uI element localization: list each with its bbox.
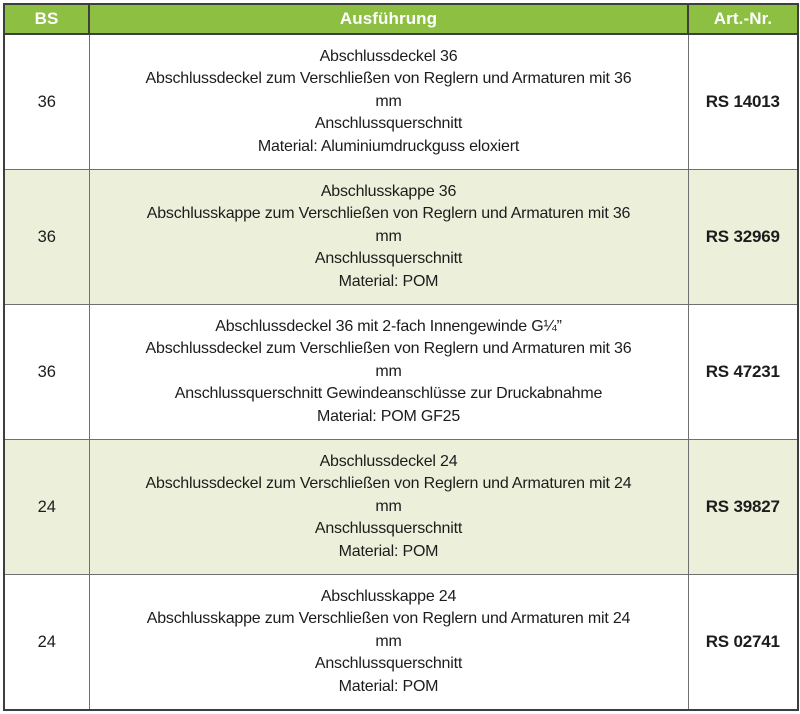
artnr-value: RS 47231	[688, 305, 798, 440]
product-material: Material: POM	[338, 542, 439, 560]
product-material: Material: POM	[338, 677, 439, 695]
artnr-value: RS 14013	[688, 34, 798, 170]
header-bs: BS	[4, 4, 89, 34]
table-row	[4, 440, 798, 575]
product-description: mm	[375, 497, 402, 515]
product-title: Abschlussdeckel 36	[319, 47, 458, 65]
product-description: Anschlussquerschnitt	[314, 655, 463, 673]
artnr-value: RS 02741	[688, 575, 798, 711]
product-description: mm	[375, 227, 402, 245]
product-description: Abschlussdeckel zum Verschließen von Reglern und Armaturen mit 24	[145, 475, 632, 493]
product-title: Abschlusskappe 24	[320, 587, 457, 605]
product-material: Material: POM	[338, 272, 439, 290]
product-description: Anschlussquerschnitt	[314, 520, 463, 538]
description-cell	[89, 305, 688, 440]
bs-value: 36	[4, 170, 89, 305]
product-description: mm	[375, 632, 402, 650]
product-description: mm	[375, 92, 402, 110]
bs-value: 36	[4, 305, 89, 440]
product-description: Anschlussquerschnitt	[314, 250, 463, 268]
product-title: Abschlussdeckel 36 mit 2-fach Innengewinde G¼”	[215, 317, 562, 335]
description-cell	[89, 440, 688, 575]
product-description: Anschlussquerschnitt	[314, 115, 463, 133]
product-title: Abschlussdeckel 24	[319, 452, 458, 470]
table-row	[4, 305, 798, 440]
bs-value: 24	[4, 440, 89, 575]
table-row	[4, 170, 798, 305]
product-material: Material: Aluminiumdruckguss eloxiert	[257, 137, 520, 155]
product-table	[3, 3, 799, 711]
bs-value: 36	[4, 34, 89, 170]
product-description: Abschlussdeckel zum Verschließen von Reglern und Armaturen mit 36	[145, 340, 632, 358]
table-row	[4, 575, 798, 711]
product-title: Abschlusskappe 36	[320, 182, 457, 200]
artnr-value: RS 32969	[688, 170, 798, 305]
product-description: Anschlussquerschnitt Gewindeanschlüsse zur Druckabnahme	[174, 385, 603, 403]
table-row	[4, 34, 798, 170]
description-cell	[89, 170, 688, 305]
product-description: mm	[375, 362, 402, 380]
product-description: Abschlussdeckel zum Verschließen von Reglern und Armaturen mit 36	[145, 70, 632, 88]
product-material: Material: POM GF25	[316, 407, 461, 425]
description-cell	[89, 575, 688, 711]
bs-value: 24	[4, 575, 89, 711]
product-description: Abschlusskappe zum Verschließen von Reglern und Armaturen mit 36	[146, 205, 631, 223]
product-description: Abschlusskappe zum Verschließen von Reglern und Armaturen mit 24	[146, 610, 631, 628]
header-ausfuehrung: Ausführung	[89, 4, 688, 34]
description-cell	[89, 34, 688, 170]
header-row	[4, 4, 798, 34]
artnr-value: RS 39827	[688, 440, 798, 575]
header-artnr: Art.-Nr.	[688, 4, 798, 34]
